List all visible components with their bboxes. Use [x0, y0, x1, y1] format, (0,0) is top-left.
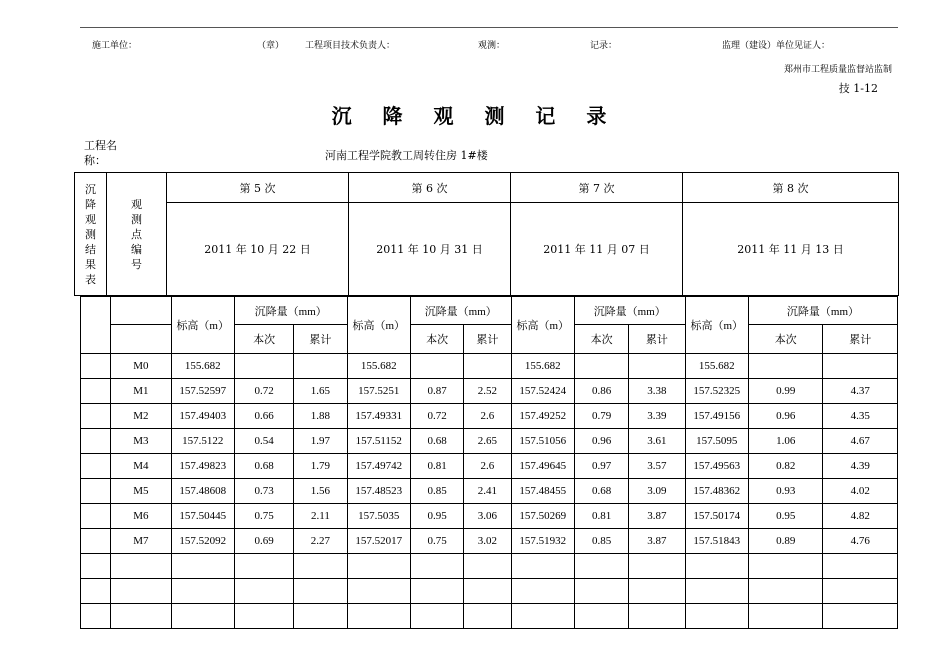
this-time-cell: 0.81	[574, 504, 628, 529]
cumulative-cell: 4.82	[823, 504, 898, 529]
elevation-cell: 157.52325	[685, 379, 748, 404]
elevation-header: 标高（m）	[347, 297, 410, 354]
empty-cell	[823, 554, 898, 579]
point-id: M1	[111, 379, 171, 404]
empty-cell	[629, 554, 685, 579]
this-time-cell: 0.66	[234, 404, 293, 429]
this-time-cell: 0.69	[234, 529, 293, 554]
settlement-header: 沉降量（mm）	[574, 297, 685, 325]
empty-cell	[81, 554, 111, 579]
empty-cell	[410, 579, 463, 604]
empty-cell	[748, 604, 822, 629]
cumulative-header: 累计	[464, 325, 511, 354]
empty-cell	[111, 554, 171, 579]
empty-cell	[81, 579, 111, 604]
empty-cell	[171, 604, 234, 629]
empty-cell	[748, 579, 822, 604]
point-id: M5	[111, 479, 171, 504]
cumulative-cell: 2.27	[294, 529, 347, 554]
elevation-cell: 155.682	[685, 354, 748, 379]
empty-cell	[171, 579, 234, 604]
elevation-header: 标高（m）	[685, 297, 748, 354]
observer-label: 观测：	[478, 41, 506, 51]
elevation-cell: 157.52424	[511, 379, 574, 404]
settlement-header: 沉降量（mm）	[234, 297, 347, 325]
cumulative-header: 累计	[294, 325, 347, 354]
this-time-cell: 0.68	[574, 479, 628, 504]
empty-cell	[234, 554, 293, 579]
empty-cell	[81, 604, 111, 629]
empty-cell	[685, 554, 748, 579]
cumulative-cell: 2.41	[464, 479, 511, 504]
cumulative-cell: 3.57	[629, 454, 685, 479]
elevation-cell: 155.682	[171, 354, 234, 379]
this-time-header: 本次	[574, 325, 628, 354]
supervision-note: 郑州市工程质量监督站监制	[783, 65, 892, 75]
empty-cell	[171, 554, 234, 579]
blank-header-cell	[111, 297, 171, 325]
empty-cell	[511, 604, 574, 629]
cumulative-cell	[464, 354, 511, 379]
empty-cell	[294, 604, 347, 629]
point-number-label	[107, 173, 167, 296]
this-time-cell: 0.72	[410, 404, 463, 429]
seal-label: （章）	[257, 41, 285, 51]
empty-cell	[111, 579, 171, 604]
empty-cell	[629, 604, 685, 629]
elevation-cell: 157.5122	[171, 429, 234, 454]
empty-cell	[748, 554, 822, 579]
this-time-cell: 0.99	[748, 379, 822, 404]
this-time-cell	[574, 354, 628, 379]
this-time-cell: 0.81	[410, 454, 463, 479]
cumulative-cell: 3.09	[629, 479, 685, 504]
empty-cell	[347, 579, 410, 604]
witness-label: 监理（建设）单位见证人：	[722, 41, 831, 51]
table-row	[81, 354, 898, 379]
round-label: 第 8 次	[683, 173, 899, 203]
this-time-cell: 0.97	[574, 454, 628, 479]
empty-cell	[464, 579, 511, 604]
empty-cell	[347, 554, 410, 579]
blank-cell	[81, 354, 111, 379]
empty-cell	[629, 579, 685, 604]
empty-cell	[410, 554, 463, 579]
blank-cell	[81, 529, 111, 554]
blank-cell	[81, 479, 111, 504]
round-date: 2011 年 11 月 07 日	[511, 203, 683, 296]
elevation-cell: 157.48523	[347, 479, 410, 504]
blank-cell	[81, 379, 111, 404]
this-time-cell: 0.96	[748, 404, 822, 429]
blank-header-cell	[81, 297, 111, 354]
cumulative-cell: 4.02	[823, 479, 898, 504]
elevation-cell: 157.50445	[171, 504, 234, 529]
blank-cell	[81, 454, 111, 479]
this-time-cell	[410, 354, 463, 379]
elevation-cell: 157.52092	[171, 529, 234, 554]
header-table	[74, 172, 899, 296]
this-time-cell: 0.87	[410, 379, 463, 404]
this-time-cell: 0.73	[234, 479, 293, 504]
this-time-cell: 0.96	[574, 429, 628, 454]
this-time-cell: 0.68	[234, 454, 293, 479]
empty-cell	[823, 604, 898, 629]
form-code: 技 1-12	[838, 82, 878, 95]
settlement-header: 沉降量（mm）	[748, 297, 897, 325]
elevation-cell: 157.48362	[685, 479, 748, 504]
recorder-label: 记录：	[590, 41, 618, 51]
project-name: 河南工程学院教工周转住房 1#楼	[325, 149, 488, 162]
elevation-cell: 157.49331	[347, 404, 410, 429]
point-id: M7	[111, 529, 171, 554]
cumulative-cell: 1.97	[294, 429, 347, 454]
empty-cell	[685, 604, 748, 629]
elevation-cell: 157.5095	[685, 429, 748, 454]
elevation-cell: 157.49742	[347, 454, 410, 479]
this-time-cell: 0.82	[748, 454, 822, 479]
this-time-cell: 0.95	[410, 504, 463, 529]
elevation-cell: 157.49563	[685, 454, 748, 479]
point-id: M3	[111, 429, 171, 454]
elevation-cell: 157.49823	[171, 454, 234, 479]
elevation-cell: 157.51056	[511, 429, 574, 454]
elevation-cell: 157.52017	[347, 529, 410, 554]
empty-row	[81, 554, 898, 579]
empty-cell	[111, 604, 171, 629]
cumulative-cell: 2.6	[464, 454, 511, 479]
point-id: M6	[111, 504, 171, 529]
elevation-cell: 157.48608	[171, 479, 234, 504]
elevation-cell: 157.50174	[685, 504, 748, 529]
elevation-cell: 157.51932	[511, 529, 574, 554]
result-table-label	[75, 173, 107, 296]
empty-row	[81, 604, 898, 629]
empty-cell	[294, 579, 347, 604]
cumulative-cell: 3.87	[629, 529, 685, 554]
this-time-cell: 0.86	[574, 379, 628, 404]
cumulative-cell: 2.6	[464, 404, 511, 429]
this-time-cell: 0.89	[748, 529, 822, 554]
elevation-header: 标高（m）	[171, 297, 234, 354]
round-date: 2011 年 10 月 22 日	[167, 203, 349, 296]
empty-cell	[234, 579, 293, 604]
point-id: M4	[111, 454, 171, 479]
this-time-cell: 0.72	[234, 379, 293, 404]
round-date: 2011 年 10 月 31 日	[349, 203, 511, 296]
cumulative-cell: 4.35	[823, 404, 898, 429]
empty-cell	[294, 554, 347, 579]
cumulative-cell: 4.39	[823, 454, 898, 479]
table-row	[81, 479, 898, 504]
elevation-cell: 157.49252	[511, 404, 574, 429]
elevation-cell: 157.49645	[511, 454, 574, 479]
cumulative-cell: 4.67	[823, 429, 898, 454]
point-id: M2	[111, 404, 171, 429]
blank-cell	[81, 504, 111, 529]
this-time-header: 本次	[410, 325, 463, 354]
cumulative-cell	[629, 354, 685, 379]
elevation-cell: 157.5251	[347, 379, 410, 404]
table-row	[81, 404, 898, 429]
empty-cell	[574, 554, 628, 579]
elevation-cell: 157.49156	[685, 404, 748, 429]
table-row	[81, 379, 898, 404]
table-row	[81, 529, 898, 554]
round-label: 第 5 次	[167, 173, 349, 203]
blank-cell	[81, 429, 111, 454]
this-time-cell	[234, 354, 293, 379]
empty-cell	[574, 579, 628, 604]
point-number-label-text: 观 测 点 编 号	[131, 197, 142, 271]
settlement-header: 沉降量（mm）	[410, 297, 511, 325]
cumulative-cell: 4.37	[823, 379, 898, 404]
elevation-cell: 157.48455	[511, 479, 574, 504]
table-row	[81, 504, 898, 529]
empty-cell	[464, 604, 511, 629]
elevation-cell: 157.51843	[685, 529, 748, 554]
elevation-cell: 157.52597	[171, 379, 234, 404]
this-time-header: 本次	[748, 325, 822, 354]
settlement-table	[80, 296, 898, 629]
cumulative-cell: 2.11	[294, 504, 347, 529]
cumulative-header: 累计	[823, 325, 898, 354]
cumulative-cell	[823, 354, 898, 379]
empty-row	[81, 579, 898, 604]
round-label: 第 7 次	[511, 173, 683, 203]
blank-cell	[81, 404, 111, 429]
this-time-cell: 1.06	[748, 429, 822, 454]
empty-cell	[685, 579, 748, 604]
this-time-cell: 0.79	[574, 404, 628, 429]
empty-cell	[511, 554, 574, 579]
elevation-cell: 157.51152	[347, 429, 410, 454]
cumulative-cell: 2.65	[464, 429, 511, 454]
result-table-label-text: 沉 降 观 测 结 果 表	[85, 182, 96, 286]
elevation-cell: 155.682	[347, 354, 410, 379]
cumulative-cell: 3.02	[464, 529, 511, 554]
this-time-cell: 0.68	[410, 429, 463, 454]
cumulative-cell: 1.56	[294, 479, 347, 504]
top-rule	[80, 27, 898, 28]
cumulative-cell: 1.79	[294, 454, 347, 479]
cumulative-cell: 3.38	[629, 379, 685, 404]
cumulative-cell: 3.87	[629, 504, 685, 529]
empty-cell	[347, 604, 410, 629]
table-row	[81, 429, 898, 454]
construction-unit-label: 施工单位：	[92, 41, 138, 51]
elevation-cell: 157.5035	[347, 504, 410, 529]
empty-cell	[511, 579, 574, 604]
cumulative-cell: 4.76	[823, 529, 898, 554]
elevation-cell: 155.682	[511, 354, 574, 379]
blank-header-cell	[111, 325, 171, 354]
cumulative-cell: 3.06	[464, 504, 511, 529]
elevation-cell: 157.49403	[171, 404, 234, 429]
this-time-header: 本次	[234, 325, 293, 354]
this-time-cell: 0.75	[234, 504, 293, 529]
point-id: M0	[111, 354, 171, 379]
cumulative-cell: 3.39	[629, 404, 685, 429]
this-time-cell: 0.54	[234, 429, 293, 454]
this-time-cell	[748, 354, 822, 379]
round-label: 第 6 次	[349, 173, 511, 203]
this-time-cell: 0.75	[410, 529, 463, 554]
cumulative-cell	[294, 354, 347, 379]
empty-cell	[464, 554, 511, 579]
page-title: 沉 降 观 测 记 录	[331, 104, 619, 128]
empty-cell	[234, 604, 293, 629]
this-time-cell: 0.95	[748, 504, 822, 529]
cumulative-cell: 2.52	[464, 379, 511, 404]
round-date: 2011 年 11 月 13 日	[683, 203, 899, 296]
empty-cell	[823, 579, 898, 604]
cumulative-header: 累计	[629, 325, 685, 354]
tech-leader-label: 工程项目技术负责人：	[305, 41, 396, 51]
this-time-cell: 0.85	[410, 479, 463, 504]
empty-cell	[574, 604, 628, 629]
cumulative-cell: 1.65	[294, 379, 347, 404]
elevation-cell: 157.50269	[511, 504, 574, 529]
cumulative-cell: 3.61	[629, 429, 685, 454]
this-time-cell: 0.93	[748, 479, 822, 504]
empty-cell	[410, 604, 463, 629]
table-row	[81, 454, 898, 479]
elevation-header: 标高（m）	[511, 297, 574, 354]
cumulative-cell: 1.88	[294, 404, 347, 429]
this-time-cell: 0.85	[574, 529, 628, 554]
project-label: 工程名称：	[84, 139, 117, 167]
